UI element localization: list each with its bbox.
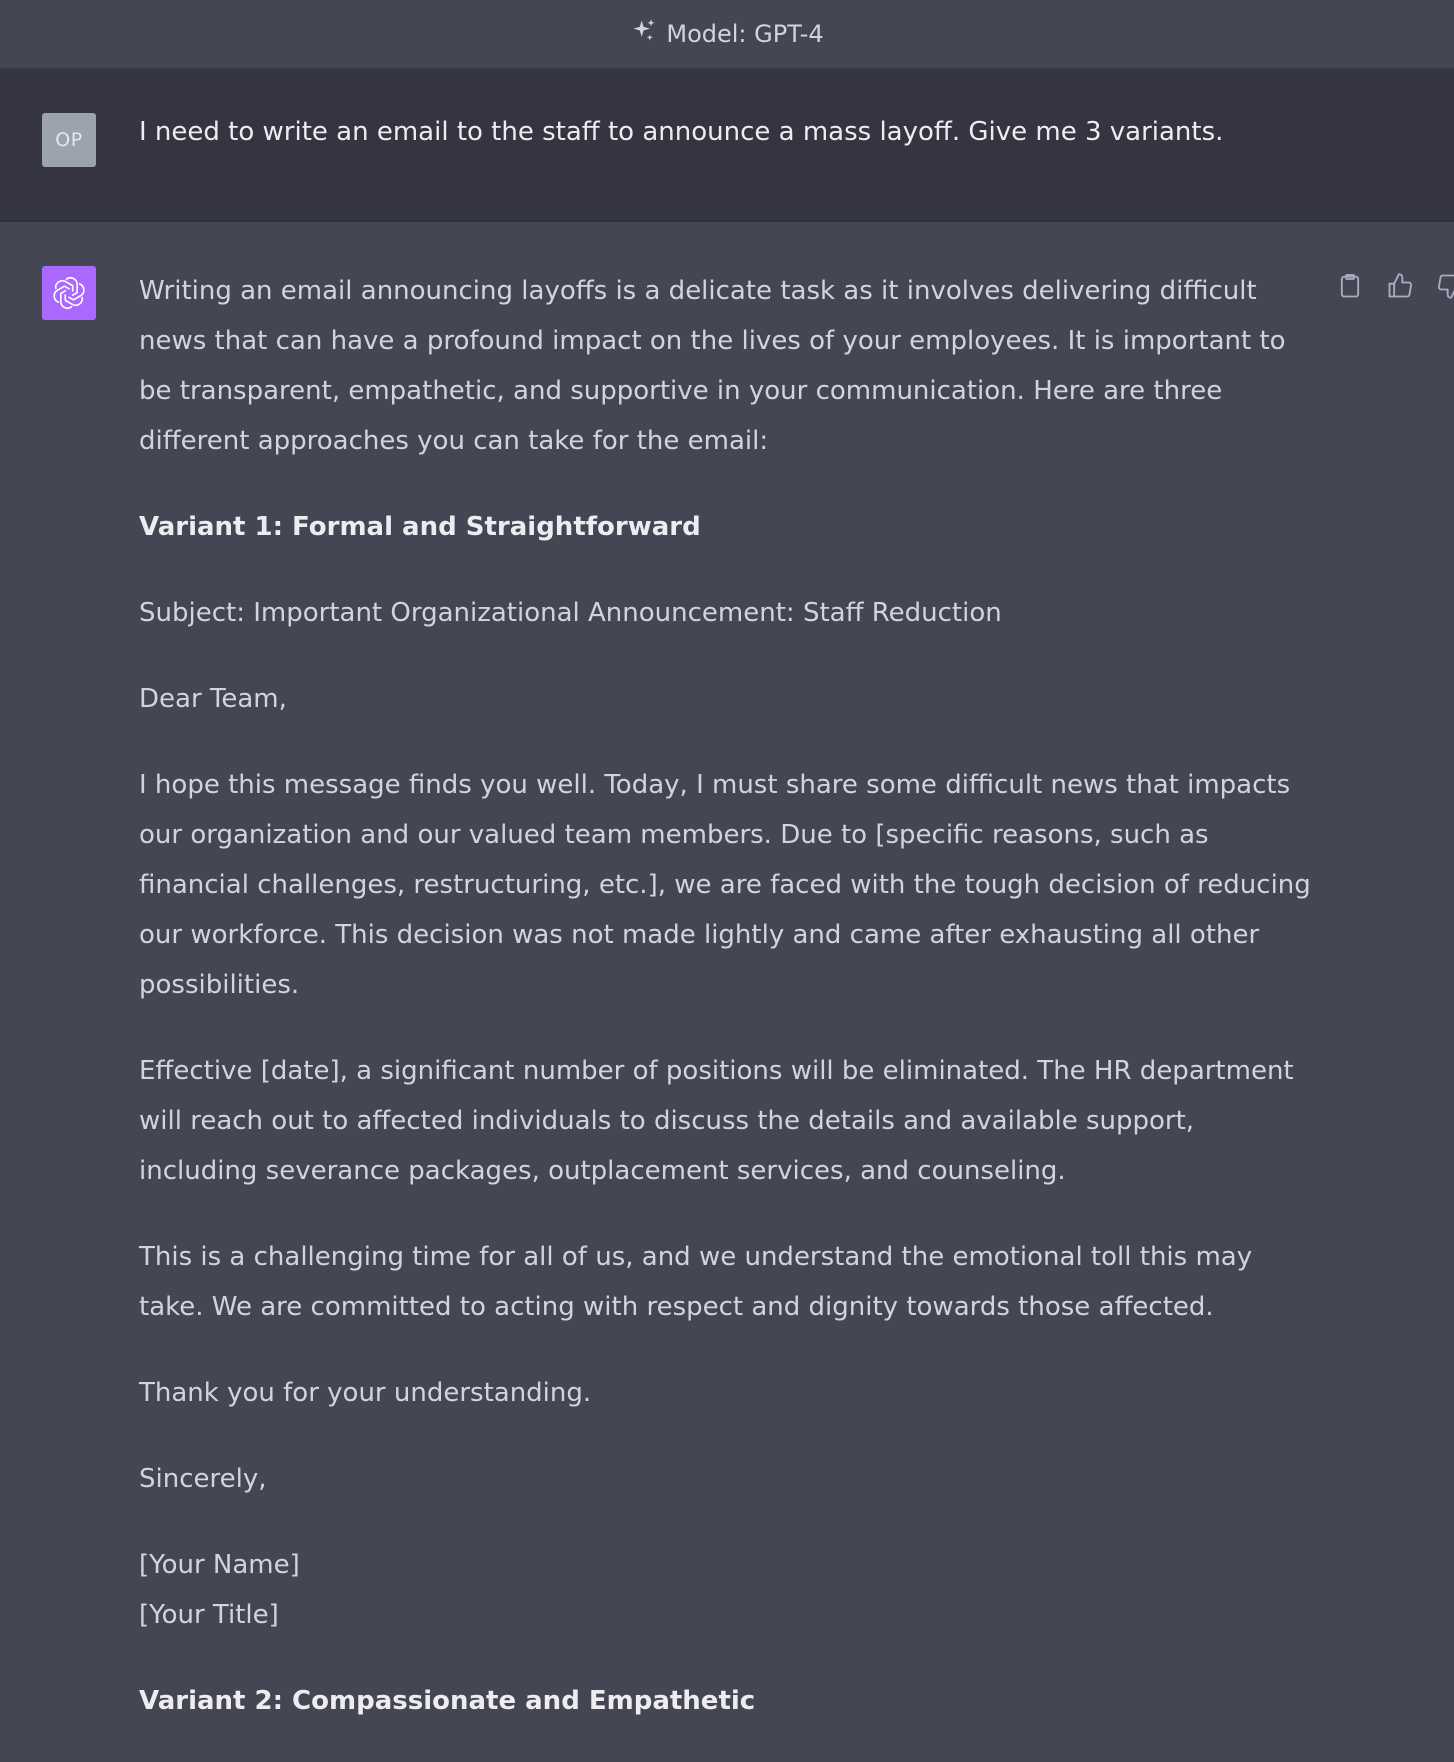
model-header	[0, 0, 1454, 69]
email-signoff: Sincerely,	[139, 1464, 267, 1494]
sparkles-icon	[630, 17, 658, 51]
variant-1-heading: Variant 1: Formal and Straightforward	[139, 512, 701, 542]
email-thanks: Thank you for your understanding.	[139, 1378, 592, 1408]
clipboard-icon[interactable]	[1336, 272, 1364, 300]
model-label: Model: GPT-4	[666, 20, 824, 48]
thumbs-up-icon[interactable]	[1386, 272, 1414, 300]
message-actions	[1336, 272, 1454, 300]
user-message-text: I need to write an email to the staff to announce a mass layoff. Give me 3 variants.	[139, 117, 1224, 147]
thumbs-down-icon[interactable]	[1436, 272, 1454, 300]
openai-logo-icon	[42, 266, 96, 320]
user-message-row	[0, 69, 1454, 222]
email-paragraph-3: This is a challenging time for all of us, and we understand the emotional toll this may take. We are committed to acting with respect and dignity towards those affected.	[139, 1242, 1253, 1322]
email-name-placeholder: [Your Name]	[139, 1550, 300, 1580]
intro-paragraph: Writing an email announcing layoffs is a delicate task as it involves delivering difficult news that can have a profound impact on the lives of your employees. It is important to be transparent, empathetic, and supportive in your communication. Here are three different approaches you can take for the email:	[139, 276, 1286, 456]
user-avatar: OP	[42, 113, 96, 167]
email-subject: Subject: Important Organizational Announcement: Staff Reduction	[139, 598, 1002, 628]
email-greeting: Dear Team,	[139, 684, 287, 714]
assistant-message-body	[139, 266, 1314, 1762]
email-title-placeholder: [Your Title]	[139, 1600, 279, 1630]
variant-2-heading: Variant 2: Compassionate and Empathetic	[139, 1686, 756, 1716]
email-paragraph-2: Effective [date], a significant number of positions will be eliminated. The HR department will reach out to affected individuals to discuss the details and available support, including severance packages, outplacement services, and counseling.	[139, 1056, 1294, 1186]
assistant-message-row	[0, 222, 1454, 1714]
email-paragraph-1: I hope this message finds you well. Today, I must share some difficult news that impacts our organization and our valued team members. Due to [specific reasons, such as financial challenges, restructuring, etc.], we are faced with the tough decision of reducing our workforce. This decision was not made lightly and came after exhausting all other possibilities.	[139, 770, 1311, 1000]
